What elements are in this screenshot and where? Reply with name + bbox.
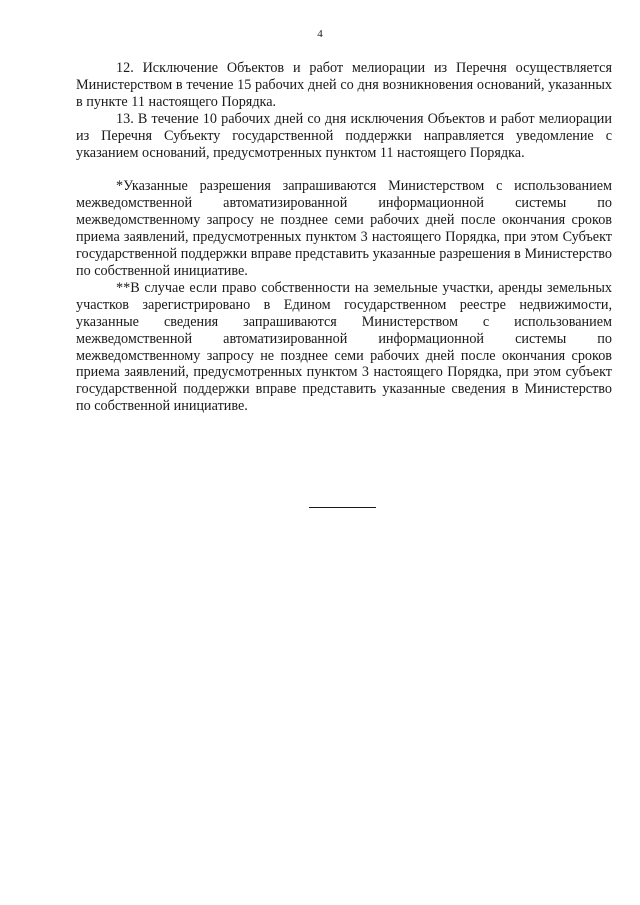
- paragraph-13: 13. В течение 10 рабочих дней со дня исключения Объектов и работ мелиорации из Перечня Субъекту государственной поддержки направляется уведомление с указанием оснований, предусмотренных пунктом 11 настоящего Порядка.: [76, 110, 612, 161]
- document-body: [76, 60, 612, 415]
- page-number: 4: [317, 28, 323, 40]
- footnote-single-asterisk: *Указанные разрешения запрашиваются Министерством с использованием межведомственной автоматизированной информационной системы по межведомственному запросу не позднее семи рабочих дней после окончания сроков приема заявлений, предусмотренных пунктом 3 настоящего Порядка, при этом Субъект государственной поддержки вправе представить указанные разрешения в Министерство по собственной инициативе.: [76, 178, 612, 279]
- paragraph-spacer: [76, 161, 612, 178]
- paragraph-12: 12. Исключение Объектов и работ мелиорации из Перечня осуществляется Министерством в течение 15 рабочих дней со дня возникновения оснований, указанных в пункте 11 настоящего Порядка.: [76, 60, 612, 110]
- footnote-double-asterisk: **В случае если право собственности на земельные участки, аренды земельных участков зарегистрировано в Едином государственном реестре недвижимости, указанные сведения запрашиваются Министерством с использованием межведомственной автоматизированной информационной системы по межведомственному запросу не позднее семи рабочих дней после окончания сроков приема заявлений, предусмотренных пунктом 3 настоящего Порядка, при этом субъект государственной поддержки вправе представить указанные сведения в Министерство по собственной инициативе.: [76, 279, 612, 415]
- end-of-document-separator: [309, 507, 376, 508]
